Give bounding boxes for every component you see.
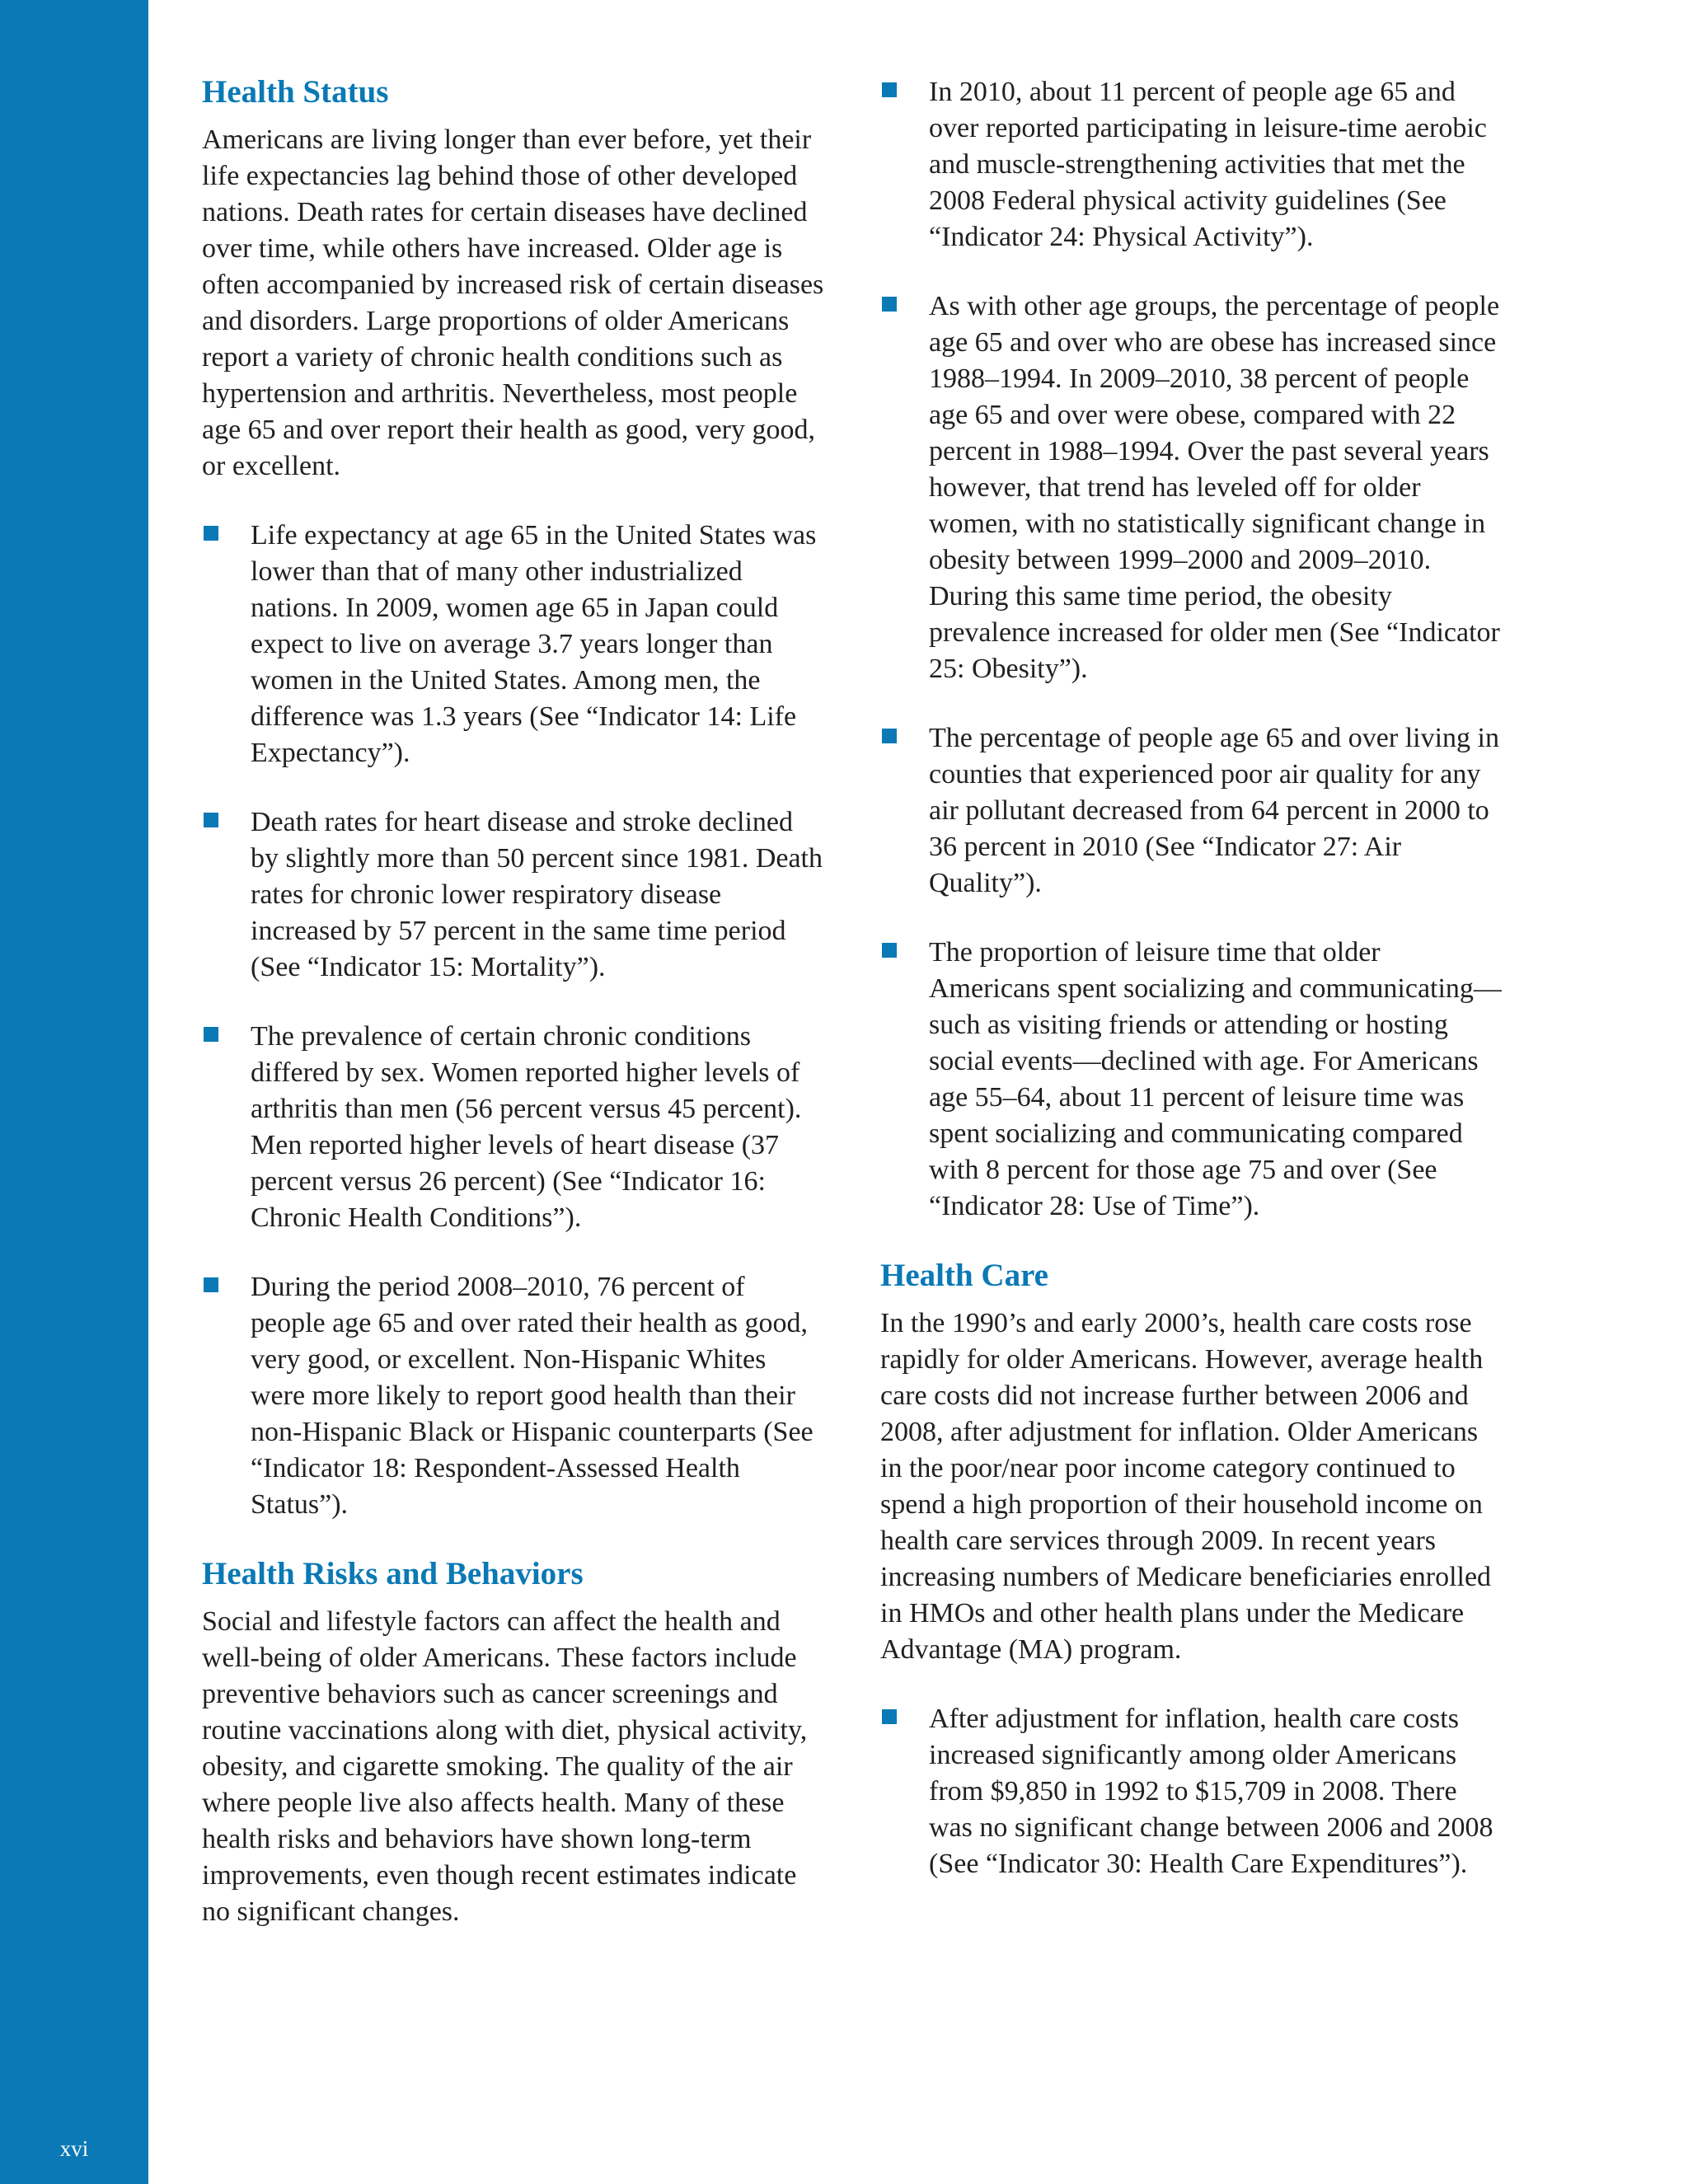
square-bullet-icon xyxy=(882,1709,897,1724)
square-bullet-icon xyxy=(882,729,897,743)
list-item xyxy=(880,74,1503,255)
bullet-text: Life expectancy at age 65 in the United States was lower than that of many other industrialized nations. In 2009, women age 65 in Japan could expect to live on average 3.7 years longer than women in the United States. Among men, the difference was 1.3 years (See “Indicator 14: Life Expectancy”). xyxy=(251,520,817,768)
bullet-text: Death rates for heart disease and stroke declined by slightly more than 50 percent since 1981. Death rates for chronic lower respiratory disease increased by 57 percent in the same time period (See “Indicator 15: Mortality”). xyxy=(251,807,823,982)
health-risks-intro: Social and lifestyle factors can affect the health and well-being of older Americans. These factors include preventive behaviors such as cancer screenings and routine vaccinations along with diet, physical activity, obesity, and cigarette smoking. The quality of the air where people live also affects health. Many of these health risks and behaviors have shown long-term improvements, even though recent estimates indicate no significant changes. xyxy=(202,1606,808,1927)
section-heading-health-status: Health Status xyxy=(202,74,389,110)
bullet-text: The prevalence of certain chronic conditions differed by sex. Women reported higher levels of arthritis than men (56 percent versus 45 percent). Men reported higher levels of heart disease (37 percent versus 26 percent) (See “Indicator 16: Chronic Health Conditions”). xyxy=(251,1021,802,1233)
square-bullet-icon xyxy=(882,943,897,958)
list-item xyxy=(880,935,1503,1225)
bullet-text: During the period 2008–2010, 76 percent of people age 65 and over rated their health as good, very good, or excellent. Non-Hispanic Whites were more likely to report good health than their non-Hispanic Black or Hispanic counterparts (See “Indicator 18: Respondent-Assessed Health Status”). xyxy=(251,1272,814,1520)
health-care-intro: In the 1990’s and early 2000’s, health care costs rose rapidly for older Americans. However, average health care costs did not increase further between 2006 and 2008, after adjustment for inflation. Older Americans in the poor/near poor income category continued to spend a high proportion of their household income on health care services through 2009. In recent years increasing numbers of Medicare beneficiaries enrolled in HMOs and other health plans under the Medicare Advantage (MA) program. xyxy=(880,1308,1492,1665)
health-status-bullet-list xyxy=(202,518,824,1523)
square-bullet-icon xyxy=(204,1277,218,1292)
square-bullet-icon xyxy=(882,297,897,312)
list-item xyxy=(202,1269,824,1523)
list-item xyxy=(202,804,824,986)
square-bullet-icon xyxy=(204,1027,218,1042)
right-column xyxy=(880,74,1503,1915)
square-bullet-icon xyxy=(882,82,897,97)
health-risks-bullet-list xyxy=(880,74,1503,1225)
section-heading-health-care: Health Care xyxy=(880,1258,1048,1293)
list-item xyxy=(202,1019,824,1236)
left-column xyxy=(202,74,824,1963)
health-care-bullet-list xyxy=(880,1701,1503,1882)
square-bullet-icon xyxy=(204,813,218,827)
page-number: xvi xyxy=(59,2136,89,2161)
bullet-text: After adjustment for inflation, health care costs increased significantly among older Americans from $9,850 in 1992 to $15,709 in 2008. There was no significant change between 2006 and 2008 (See “Indicator 30: Health Care Expenditures”). xyxy=(929,1704,1493,1879)
square-bullet-icon xyxy=(204,526,218,541)
list-item xyxy=(880,288,1503,687)
bullet-text: As with other age groups, the percentage of people age 65 and over who are obese has increased since 1988–1994. In 2009–2010, 38 percent of people age 65 and over were obese, compared with 22 percent in 1988–1994. Over the past several years however, that trend has leveled off for older women, with no statistically significant change in obesity between 1999–2000 and 2009–2010. During this same time period, the obesity prevalence increased for older men (See “Indicator 25: Obesity”). xyxy=(929,291,1500,684)
list-item xyxy=(880,720,1503,902)
bullet-text: The percentage of people age 65 and over living in counties that experienced poor air quality for any air pollutant decreased from 64 percent in 2000 to 36 percent in 2010 (See “Indicator 27: Air Quality”). xyxy=(929,723,1500,898)
bullet-text: In 2010, about 11 percent of people age 65 and over reported participating in leisure-time aerobic and muscle-strengthening activities that met the 2008 Federal physical activity guidelines (See “Indicator 24: Physical Activity”). xyxy=(929,77,1487,252)
list-item xyxy=(202,518,824,771)
bullet-text: The proportion of leisure time that older Americans spent socializing and communicating—such as visiting friends or attending or hosting social events—declined with age. For Americans age 55–64, about 11 percent of leisure time was spent socializing and communicating compared with 8 percent for those age 75 and over (See “Indicator 28: Use of Time”). xyxy=(929,937,1502,1221)
section-heading-health-risks: Health Risks and Behaviors xyxy=(202,1556,584,1591)
health-status-intro: Americans are living longer than ever before, yet their life expectancies lag behind those of other developed nations. Death rates for certain diseases have declined over time, while others have increased. Older age is often accompanied by increased risk of certain diseases and disorders. Large proportions of older Americans report a variety of chronic health conditions such as hypertension and arthritis. Nevertheless, most people age 65 and over report their health as good, very good, or excellent. xyxy=(202,124,824,481)
side-band xyxy=(0,0,148,2184)
list-item xyxy=(880,1701,1503,1882)
